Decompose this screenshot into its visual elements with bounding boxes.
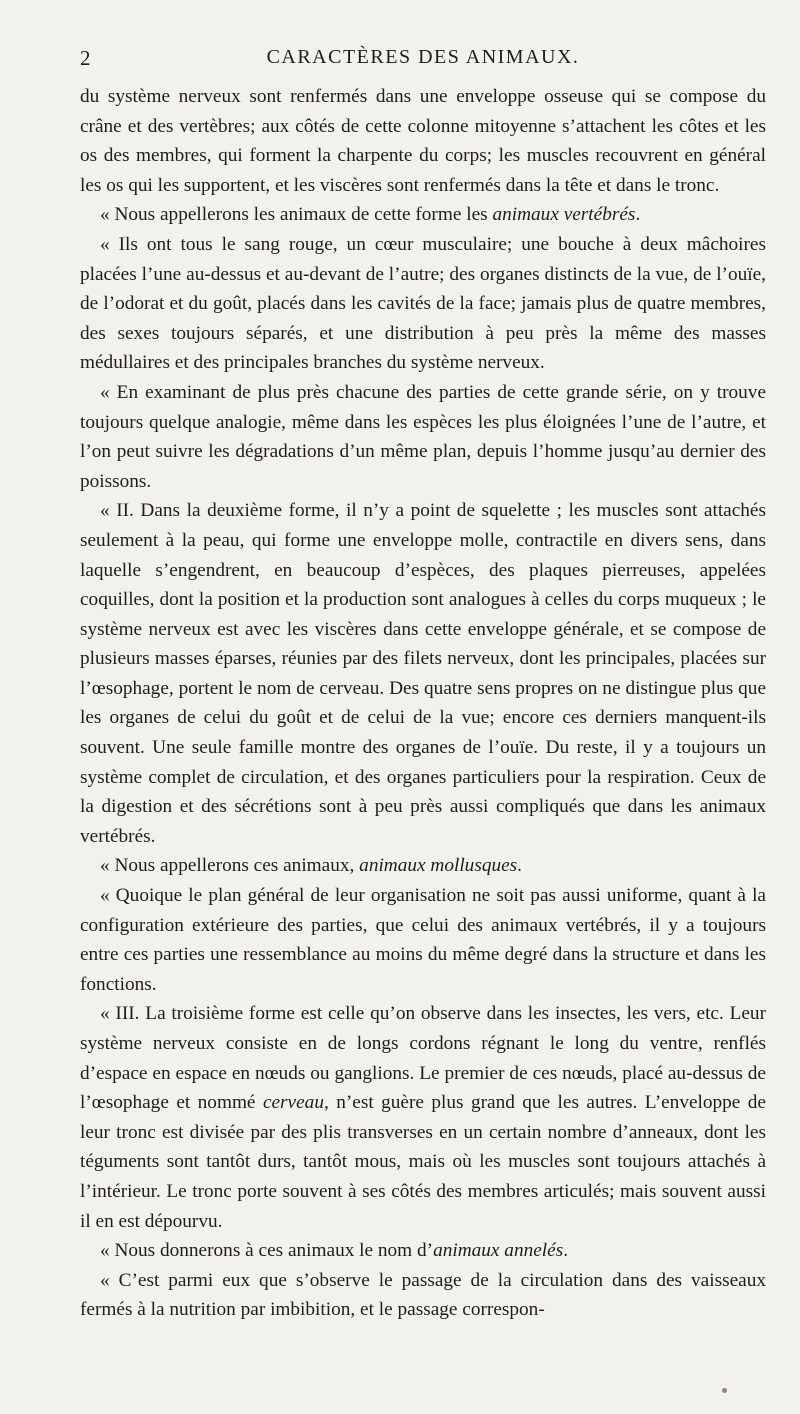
- paragraph: [80, 200, 766, 230]
- paragraph: [80, 999, 766, 1236]
- text-run: « Nous appellerons les animaux de cette forme les: [100, 204, 493, 226]
- paragraph: [80, 851, 766, 881]
- text-run: .: [635, 204, 641, 226]
- paragraph: [80, 1266, 766, 1325]
- italic-term: animaux vertébrés: [492, 204, 636, 226]
- paragraph: [80, 881, 766, 999]
- paragraph: [80, 230, 766, 378]
- running-title: CARACTÈRES DES ANIMAUX.: [266, 46, 580, 68]
- text-run: , n’est guère plus grand que les autres. L’enveloppe de leur tronc est divisée par des plis transverses en un certain nombre d’anneaux, dont les téguments sont tantôt durs, tantôt mous, mais où les muscles sont toujours attachés à l’intérieur. Le tronc porte souvent à ses côtés des membres articulés; mais souvent aussi il en est dépourvu.: [80, 1092, 766, 1232]
- text-run: .: [517, 855, 522, 877]
- body-text: [80, 82, 766, 1325]
- text-run: « II. Dans la deuxième forme, il n’y a point de squelette ; les muscles sont attachés seulement à la peau, qui forme une enveloppe molle, contractile en divers sens, dans laquelle s’engendrent, en beaucoup d’espèces, des plaques pierreuses, appelées coquilles, dont la position et la production sont analogues à celles du corps muqueux ; le système nerveux est avec les viscères dans cette enveloppe générale, et se compose de plusieurs masses éparses, réunies par des filets nerveux, dont les principales, placées sur l’œsophage, portent le nom de cerveau. Des quatre sens propres on ne distingue plus que les organes de celui du goût et de celui de la vue; encore ces derniers manquent-ils souvent. Une seule famille montre des organes de l’ouïe. Du reste, il y a toujours un système complet de circulation, et des organes particuliers pour la respiration. Ceux de la digestion et des sécrétions sont à peu près aussi compliqués que dans les animaux vertébrés.: [80, 500, 766, 847]
- text-run: « Quoique le plan général de leur organisation ne soit pas aussi uniforme, quant à la configuration extérieure des parties, que celui des animaux vertébrés, il y a toujours entre ces parties une ressemblance au moins du même degré dans la structure et dans les fonctions.: [80, 885, 766, 995]
- italic-term: animaux mollusques: [359, 855, 518, 877]
- paragraph: [80, 82, 766, 200]
- text-run: « III. La troisième forme est celle qu’on observe dans les insectes, les vers, etc. Leur système nerveux consiste en de longs cordons régnant le long du ventre, renflés d’espace en espace en nœuds ou ganglions. Le premier de ces nœuds, placé au-dessus de l’œsophage et nommé: [80, 1003, 766, 1114]
- text-run: « En examinant de plus près chacune des parties de cette grande série, on y trouve toujours quelque analogie, même dans les espèces les plus éloignées l’une de l’autre, et l’on peut suivre les dégradations d’un même plan, depuis l’homme jusqu’au dernier des poissons.: [80, 381, 766, 492]
- text-run: « Ils ont tous le sang rouge, un cœur musculaire; une bouche à deux mâchoires placées l’une au-dessus et au-devant de l’autre; des organes distincts de la vue, de l’ouïe, de l’odorat et du goût, placés dans les cavités de la face; jamais plus de quatre membres, des sexes toujours séparés, et une distribution à peu près la même des masses médullaires et des principales branches du système nerveux.: [80, 233, 766, 374]
- text-run: .: [563, 1240, 569, 1262]
- paper-stain: [722, 1388, 727, 1393]
- page-number: 2: [80, 46, 91, 70]
- running-head: [80, 42, 766, 82]
- paragraph: [80, 378, 766, 496]
- italic-term: animaux annelés: [433, 1240, 564, 1262]
- text-run: « Nous donnerons à ces animaux le nom d’: [100, 1240, 434, 1262]
- paragraph: [80, 1236, 766, 1266]
- text-run: « C’est parmi eux que s’observe le passage de la circulation dans des vaisseaux fermés à la nutrition par imbibition, et le passage correspon-: [80, 1269, 766, 1321]
- text-run: « Nous appellerons ces animaux,: [100, 855, 360, 877]
- paragraph: [80, 496, 766, 851]
- italic-term: cerveau: [262, 1092, 324, 1114]
- text-run: du système nerveux sont renfermés dans une enveloppe osseuse qui se compose du crâne et des vertèbres; aux côtés de cette colonne mitoyenne s’attachent les côtes et les os des membres, qui forment la charpente du corps; les muscles recouvrent en général les os qui les supportent, et les viscères sont renfermés dans la tête et dans le tronc.: [80, 86, 766, 196]
